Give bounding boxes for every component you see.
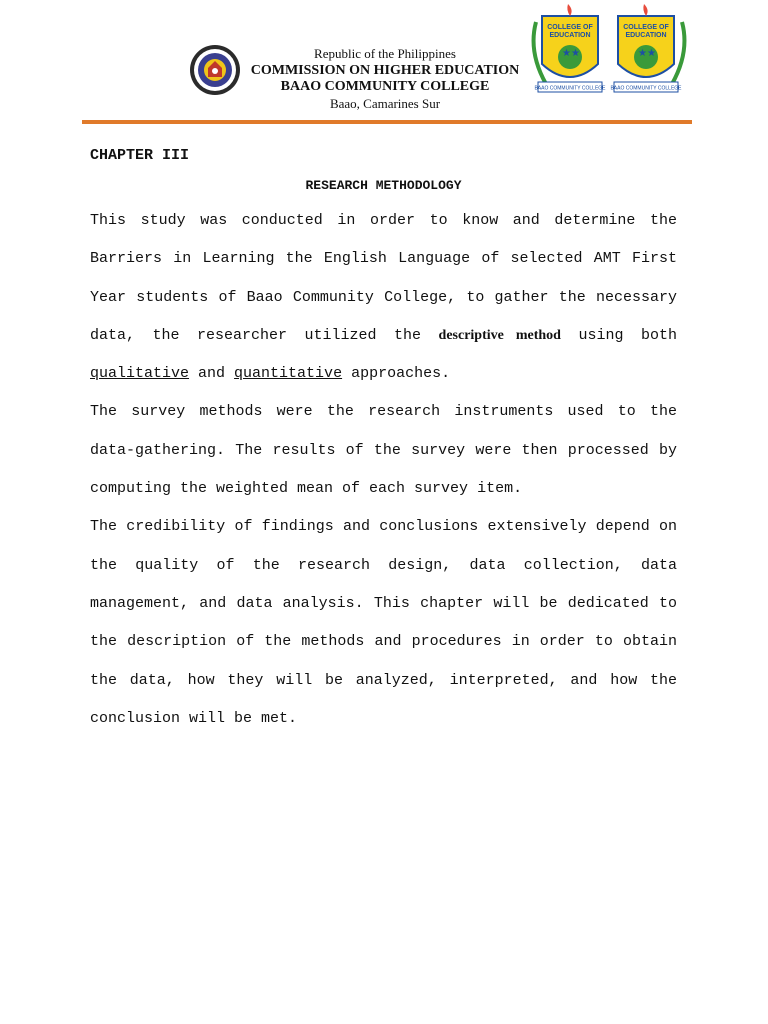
paragraph-1-text-d: approaches. bbox=[342, 365, 451, 383]
svg-text:COLLEGE OF: COLLEGE OF bbox=[547, 24, 593, 31]
paragraph-2: The survey methods were the research instruments used to the data-gathering. The results of the survey were then processed by computing the weighted mean of each survey item. bbox=[90, 403, 677, 498]
paragraph-3: The credibility of findings and conclusions extensively depend on the quality of the research design, data collection, data management, and data analysis. This chapter will be dedicated to the description of the methods and procedures in order to obtain the data, how they will be analyzed, interpreted, and how the conclusion will be met. bbox=[90, 518, 677, 727]
svg-text:COLLEGE OF: COLLEGE OF bbox=[623, 24, 669, 31]
svg-text:EDUCATION: EDUCATION bbox=[549, 32, 591, 39]
quantitative-underlined: quantitative bbox=[234, 365, 343, 383]
descriptive-method-bold: descriptive method bbox=[438, 327, 561, 343]
svg-text:EDUCATION: EDUCATION bbox=[625, 32, 667, 39]
qualitative-underlined: qualitative bbox=[90, 365, 190, 383]
section-title: RESEARCH METHODOLOGY bbox=[305, 178, 462, 193]
paragraph-1 bbox=[90, 202, 677, 393]
paragraph-1-text-a: This study was conducted in order to know and determine the Barriers in Learning the English Language of selected AMT First Year students of Baao Community College, to gather the necessary data, the researcher utilized the bbox=[90, 212, 677, 344]
svg-text:BAAO COMMUNITY COLLEGE: BAAO COMMUNITY COLLEGE bbox=[534, 85, 606, 92]
republic-label: Republic of the Philippines bbox=[314, 46, 456, 61]
header-divider bbox=[82, 120, 692, 124]
paragraph-1-text-c: and bbox=[189, 365, 235, 383]
svg-text:★★: ★★ bbox=[562, 48, 580, 59]
paragraph-1-text-b: using both bbox=[560, 326, 677, 344]
college-address: Baao, Camarines Sur bbox=[329, 95, 441, 111]
commission-label: COMMISSION ON HIGHER EDUCATION bbox=[250, 62, 520, 78]
svg-text:BAAO COMMUNITY COLLEGE: BAAO COMMUNITY COLLEGE bbox=[610, 85, 682, 92]
college-seal-logo bbox=[189, 44, 241, 96]
document-body bbox=[90, 140, 677, 738]
document-header bbox=[0, 0, 768, 122]
header-text-block bbox=[245, 46, 525, 112]
chapter-heading: CHAPTER III bbox=[90, 147, 190, 164]
svg-text:★★: ★★ bbox=[638, 48, 656, 59]
college-of-education-logos bbox=[528, 2, 690, 98]
college-name: BAAO COMMUNITY COLLEGE bbox=[280, 79, 490, 94]
